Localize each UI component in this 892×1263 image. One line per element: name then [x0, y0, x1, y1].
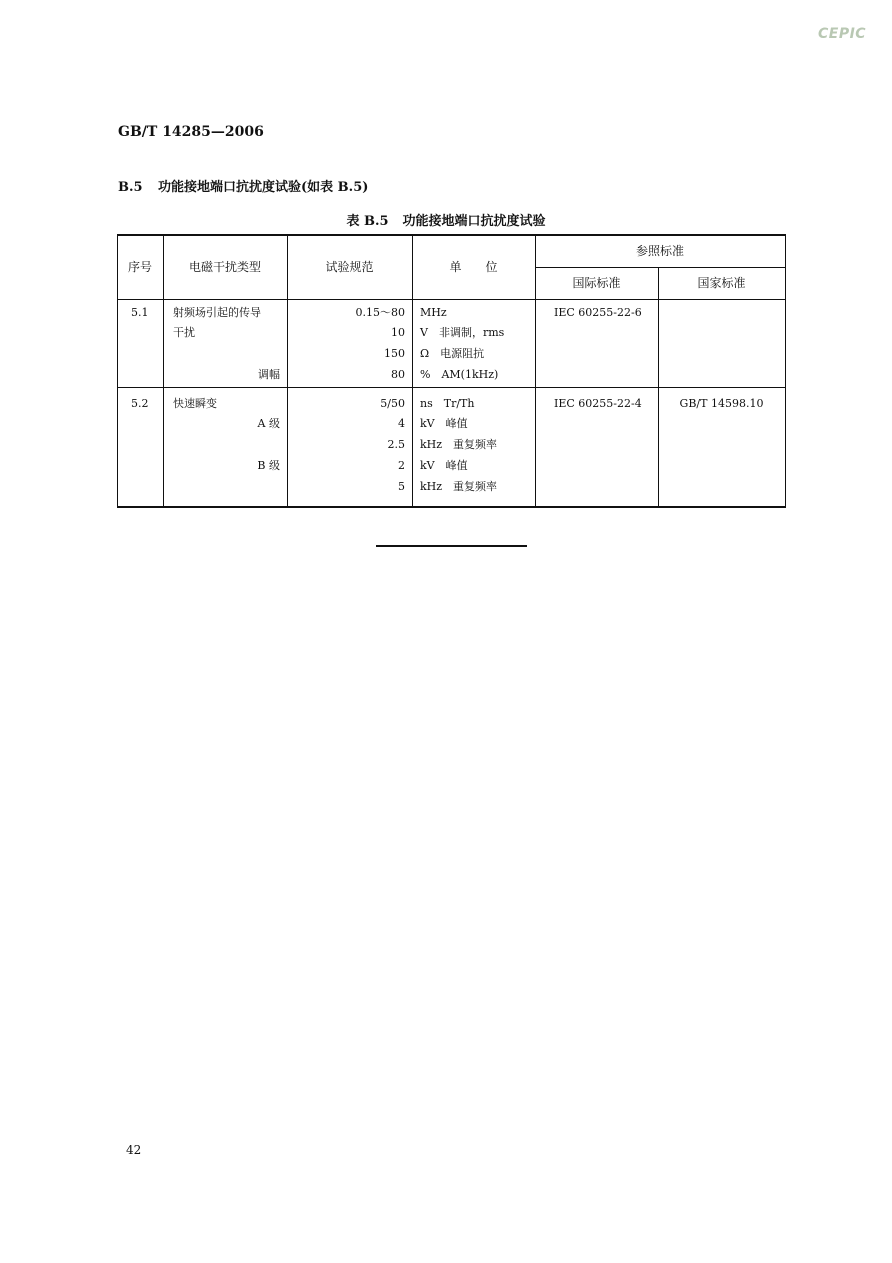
row-5-1-unit-2: V 非调制，rms	[420, 326, 505, 339]
row-5-2-seq: 5.2	[131, 397, 149, 410]
header-national: 国家标准	[697, 276, 746, 290]
table-caption-title: 功能接地端口抗扰度试验	[402, 214, 546, 229]
table-caption	[0, 210, 892, 229]
row-5-2-unit-5: kHz 重复频率	[420, 480, 498, 493]
row-5-1-sublabel: 调幅	[258, 368, 280, 381]
header-reference: 参照标准	[635, 244, 684, 258]
document-id: GB/T 14285—2006	[118, 124, 264, 140]
row-5-1-seq: 5.1	[131, 306, 149, 319]
row-5-2-intl-standard: IEC 60255-22-4	[554, 397, 642, 410]
row-5-2-spec-5: 5	[398, 480, 405, 493]
section-title: 功能接地端口抗扰度试验(如表 B.5)	[158, 180, 369, 195]
row-5-1-unit-3: Ω 电源阻抗	[420, 347, 485, 360]
row-5-2-type: 快速瞬变	[173, 397, 217, 410]
cepic-logo: CEPIC	[818, 26, 867, 42]
row-5-1-spec-4: 80	[391, 368, 405, 381]
row-5-2-class-b: B 级	[257, 459, 280, 472]
row-5-2-spec-3: 2.5	[387, 438, 405, 451]
row-5-2-spec-4: 2	[398, 459, 405, 472]
header-seq: 序号	[127, 260, 152, 274]
row-5-1-type: 射频场引起的传导	[173, 306, 261, 319]
header-spec: 试验规范	[325, 260, 374, 274]
end-of-section-rule	[376, 545, 527, 547]
header-unit: 单 位	[449, 260, 498, 274]
row-5-2-unit-3: kHz 重复频率	[420, 438, 498, 451]
row-5-2-class-a: A 级	[257, 417, 280, 430]
row-5-2-natl-standard: GB/T 14598.10	[679, 397, 764, 410]
row-5-1-spec-3: 150	[384, 347, 405, 360]
immunity-test-table	[117, 234, 786, 508]
section-heading	[118, 176, 368, 195]
section-number: B.5	[118, 180, 143, 195]
page-number: 42	[126, 1143, 142, 1157]
row-5-1-spec-1: 0.15～80	[355, 306, 405, 319]
row-5-2-spec-2: 4	[398, 417, 405, 430]
row-5-2-unit-1: ns Tr/Th	[420, 397, 475, 410]
header-type: 电磁干扰类型	[188, 260, 261, 274]
row-5-2-unit-4: kV 峰值	[420, 459, 468, 472]
row-5-1-spec-2: 10	[391, 326, 405, 339]
row-5-1-unit-4: % AM(1kHz)	[420, 368, 499, 381]
row-5-1-intl-standard: IEC 60255-22-6	[554, 306, 642, 319]
header-international: 国际标准	[572, 276, 621, 290]
row-5-2-spec-1: 5/50	[380, 397, 405, 410]
row-5-1-type-cont: 干扰	[173, 326, 195, 339]
table-caption-label: 表 B.5	[346, 214, 389, 229]
row-5-2-unit-2: kV 峰值	[420, 417, 468, 430]
row-5-1-unit-1: MHz	[420, 306, 447, 319]
